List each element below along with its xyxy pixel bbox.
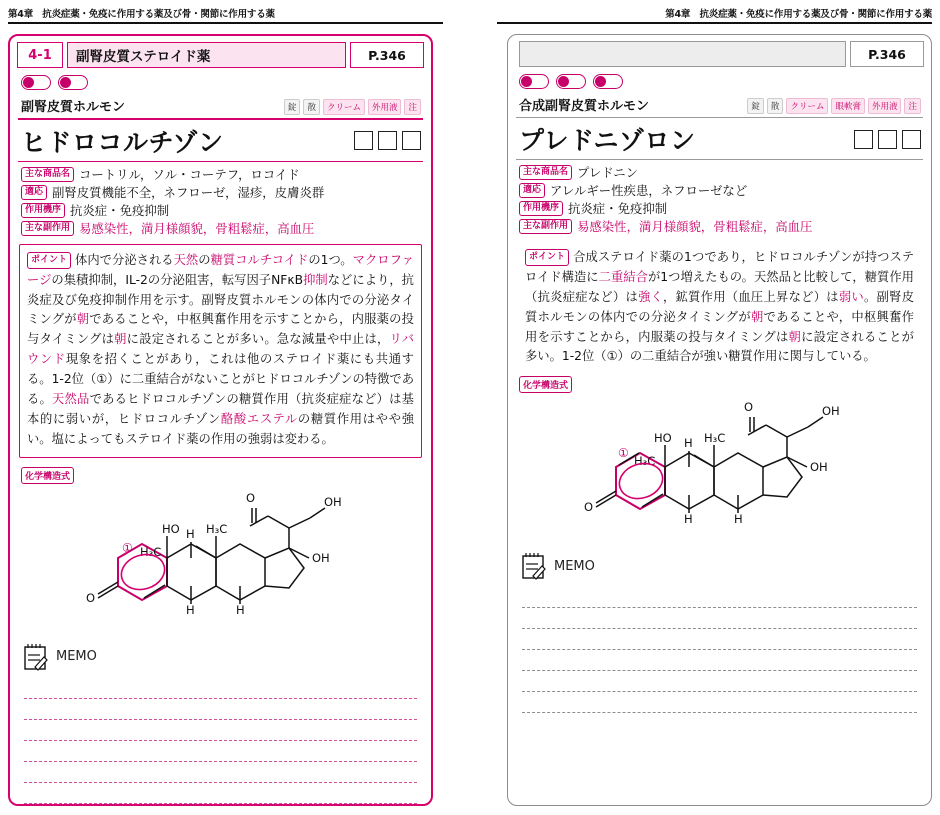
attribute-value: 抗炎症・免疫抑制	[70, 203, 170, 219]
memo-line[interactable]	[522, 629, 917, 650]
atom-label: H	[186, 526, 195, 541]
attribute-row	[21, 167, 420, 183]
pill-knob-icon	[23, 77, 34, 88]
page-reference-right: P.346	[850, 41, 924, 67]
atom-label: OH	[324, 494, 342, 509]
memo-line[interactable]	[522, 671, 917, 692]
form-tag: 散	[303, 99, 320, 115]
attribute-list-right	[519, 165, 920, 235]
memo-line[interactable]	[522, 608, 917, 629]
drug-card-right	[507, 34, 932, 806]
atom-label: H₃C	[634, 454, 656, 469]
pill-knob-icon	[60, 77, 71, 88]
chapter-number-left: 4-1	[17, 42, 63, 68]
attribute-value: プレドニン	[577, 165, 638, 181]
attribute-tag: 適応	[21, 185, 47, 199]
hormone-row-right	[519, 94, 921, 114]
checkbox[interactable]	[402, 131, 421, 150]
atom-label: H₃C	[206, 521, 228, 536]
strength-pills-left	[21, 75, 431, 91]
attribute-tag: 主な副作用	[519, 219, 572, 233]
attribute-row	[519, 219, 920, 235]
drug-name-row-right	[519, 122, 921, 156]
divider-right-2	[516, 159, 923, 160]
attribute-tag: 作用機序	[21, 203, 65, 217]
checkbox[interactable]	[902, 130, 921, 149]
attribute-row	[519, 201, 920, 217]
point-text-right: ポイント 合成ステロイド薬の1つであり，ヒドロコルチゾンが持つステロイド構造に二重結合が1つ増えたもの。天然品と比較して，糖質作用（抗炎症症など）は強く，鉱質作用（血圧上昇など）は弱い。副腎皮質ホルモンの体内での分泌タイミングが朝であることや，中枢興奮作用を示すことから，内服薬の投与タイミングは朝に設定されることが多い。1-2位（①）の二重結合が強い糖質作用に関与している。	[525, 249, 914, 364]
attribute-row	[21, 185, 420, 201]
running-head-left: 第4章 抗炎症薬・免疫に作用する薬及び骨・関節に作用する薬	[8, 9, 275, 20]
running-head-right: 第4章 抗炎症薬・免疫に作用する薬及び骨・関節に作用する薬	[665, 9, 932, 20]
attribute-value: 易感染性，満月様顔貌，骨粗鬆症，高血圧	[577, 219, 813, 235]
study-checkboxes-left	[354, 131, 421, 150]
atom-label: O	[86, 590, 96, 605]
form-tag: 散	[767, 98, 784, 114]
form-tag: 外用液	[368, 99, 402, 115]
point-tag: ポイント	[525, 249, 569, 266]
point-tag: ポイント	[27, 252, 71, 269]
form-tag: クリーム	[786, 98, 828, 114]
memo-header-right	[520, 551, 931, 581]
atom-label: O	[584, 500, 594, 515]
memo-header-left	[22, 642, 431, 672]
pill-knob-icon	[521, 76, 532, 87]
atom-label: H	[186, 602, 195, 617]
attribute-tag: 適応	[519, 183, 545, 197]
attribute-row	[21, 203, 420, 219]
point-box-left	[19, 244, 422, 458]
divider-right	[516, 117, 923, 118]
structure-label-right: 化学構造式	[519, 376, 572, 393]
attribute-row	[519, 183, 920, 199]
form-tag: 眼軟膏	[831, 98, 865, 114]
atom-label: H	[236, 602, 245, 617]
checkbox[interactable]	[378, 131, 397, 150]
memo-line[interactable]	[24, 678, 417, 699]
steroid-structure-svg-right	[508, 395, 933, 545]
form-tag: 注	[904, 98, 921, 114]
dosage-forms-right	[747, 98, 921, 114]
strength-pills-right	[519, 74, 931, 90]
toggle-pill[interactable]	[58, 75, 88, 90]
atom-label: OH	[822, 404, 840, 419]
memo-line[interactable]	[24, 720, 417, 741]
drug-name-left: ヒドロコルチゾン	[21, 127, 224, 157]
attribute-value: 副腎皮質機能不全，ネフローゼ，湿疹，皮膚炎群	[52, 185, 325, 201]
checkbox[interactable]	[854, 130, 873, 149]
attribute-tag: 作用機序	[519, 201, 563, 215]
memo-line[interactable]	[24, 783, 417, 804]
atom-label: HO	[654, 431, 672, 446]
point-box-right	[517, 242, 922, 367]
notepad-icon	[22, 642, 48, 672]
atom-label: H	[684, 512, 693, 527]
memo-label-right: MEMO	[554, 558, 595, 574]
structure-marker: ①	[122, 540, 133, 555]
attribute-value: アレルギー性疾患，ネフローゼなど	[550, 183, 748, 199]
hormone-row-left	[21, 95, 421, 115]
pill-knob-icon	[595, 76, 606, 87]
attribute-value: コートリル，ソル・コーテフ，ロコイド	[79, 167, 300, 183]
drug-class-right	[519, 41, 846, 67]
memo-line[interactable]	[24, 762, 417, 783]
atom-label: H₃C	[704, 431, 726, 446]
structure-diagram-right	[508, 395, 931, 545]
card-title-bar-left	[17, 42, 424, 68]
atom-label: H	[734, 512, 743, 527]
toggle-pill[interactable]	[556, 74, 586, 89]
form-tag: 錠	[284, 99, 301, 115]
attribute-tag: 主な商品名	[21, 167, 74, 181]
toggle-pill[interactable]	[21, 75, 51, 90]
memo-line[interactable]	[522, 692, 917, 713]
point-text-left: ポイント 体内で分泌される天然の糖質コルチコイドの1つ。マクロファージの集積抑制，IL-2の分泌阻害，転写因子NFκB抑制などにより，抗炎症及び免疫抑制作用を示す。副腎皮質ホルモンの体内での分泌タイミングが朝であることや，中枢興奮作用を示すことから，内服薬の投与タイミングは朝に設定されることが多い。急な減量や中止は，リバウンド現象を招くことがあり，これは他のステロイド薬にも共通する。1-2位（①）に二重結合がないことがヒドロコルチゾンの特徴である。天然品であるヒドロコルチゾンの糖質作用（抗炎症症など）は基本的に弱いが，ヒドロコルチゾン酪酸エステルの糖質作用はやや強い。塩によってもステロイド薬の作用の強弱は変わる。	[27, 252, 415, 446]
pill-knob-icon	[558, 76, 569, 87]
memo-lines-left	[24, 678, 417, 804]
atom-label: HO	[162, 521, 180, 536]
atom-label: OH	[312, 550, 330, 565]
memo-line[interactable]	[24, 741, 417, 762]
hormone-label-right: 合成副腎皮質ホルモン	[519, 99, 650, 114]
checkbox[interactable]	[354, 131, 373, 150]
page-reference-left: P.346	[350, 42, 424, 68]
memo-line[interactable]	[522, 587, 917, 608]
atom-label: O	[246, 490, 256, 505]
memo-line[interactable]	[522, 650, 917, 671]
structure-label-left: 化学構造式	[21, 467, 74, 484]
drug-class-left: 副腎皮質ステロイド薬	[67, 42, 346, 68]
memo-section-left	[10, 642, 431, 804]
memo-line[interactable]	[24, 699, 417, 720]
hormone-label-left: 副腎皮質ホルモン	[21, 100, 126, 115]
steroid-structure-svg-left	[10, 486, 435, 636]
dosage-forms-left	[284, 99, 421, 115]
notepad-icon	[520, 551, 546, 581]
atom-label: H	[684, 436, 693, 451]
memo-lines-right	[522, 587, 917, 713]
attribute-tag: 主な副作用	[21, 221, 74, 235]
attribute-value: 抗炎症・免疫抑制	[568, 201, 668, 217]
toggle-pill[interactable]	[593, 74, 623, 89]
drug-name-row-left	[21, 124, 421, 158]
card-title-bar-right	[515, 41, 924, 67]
toggle-pill[interactable]	[519, 74, 549, 89]
header-rule-left	[8, 22, 443, 24]
structure-diagram-left	[10, 486, 431, 636]
drug-name-right: プレドニゾロン	[519, 126, 696, 156]
form-tag: 注	[404, 99, 421, 115]
attribute-value: 易感染性，満月様顔貌，骨粗鬆症，高血圧	[79, 221, 315, 237]
memo-section-right	[508, 551, 931, 713]
divider-left	[18, 118, 423, 120]
attribute-row	[519, 165, 920, 181]
atom-label: OH	[810, 460, 828, 475]
form-tag: 錠	[747, 98, 764, 114]
atom-label: H₃C	[140, 544, 162, 559]
memo-label-left: MEMO	[56, 649, 97, 665]
header-rule-right	[497, 22, 932, 24]
structure-marker: ①	[618, 446, 629, 461]
atom-label: O	[744, 400, 754, 415]
study-checkboxes-right	[854, 130, 921, 149]
divider-left-2	[18, 161, 423, 163]
attribute-list-left	[21, 167, 420, 237]
drug-card-left	[8, 34, 433, 806]
attribute-row	[21, 221, 420, 237]
form-tag: クリーム	[323, 99, 365, 115]
attribute-tag: 主な商品名	[519, 165, 572, 179]
form-tag: 外用液	[868, 98, 902, 114]
checkbox[interactable]	[878, 130, 897, 149]
